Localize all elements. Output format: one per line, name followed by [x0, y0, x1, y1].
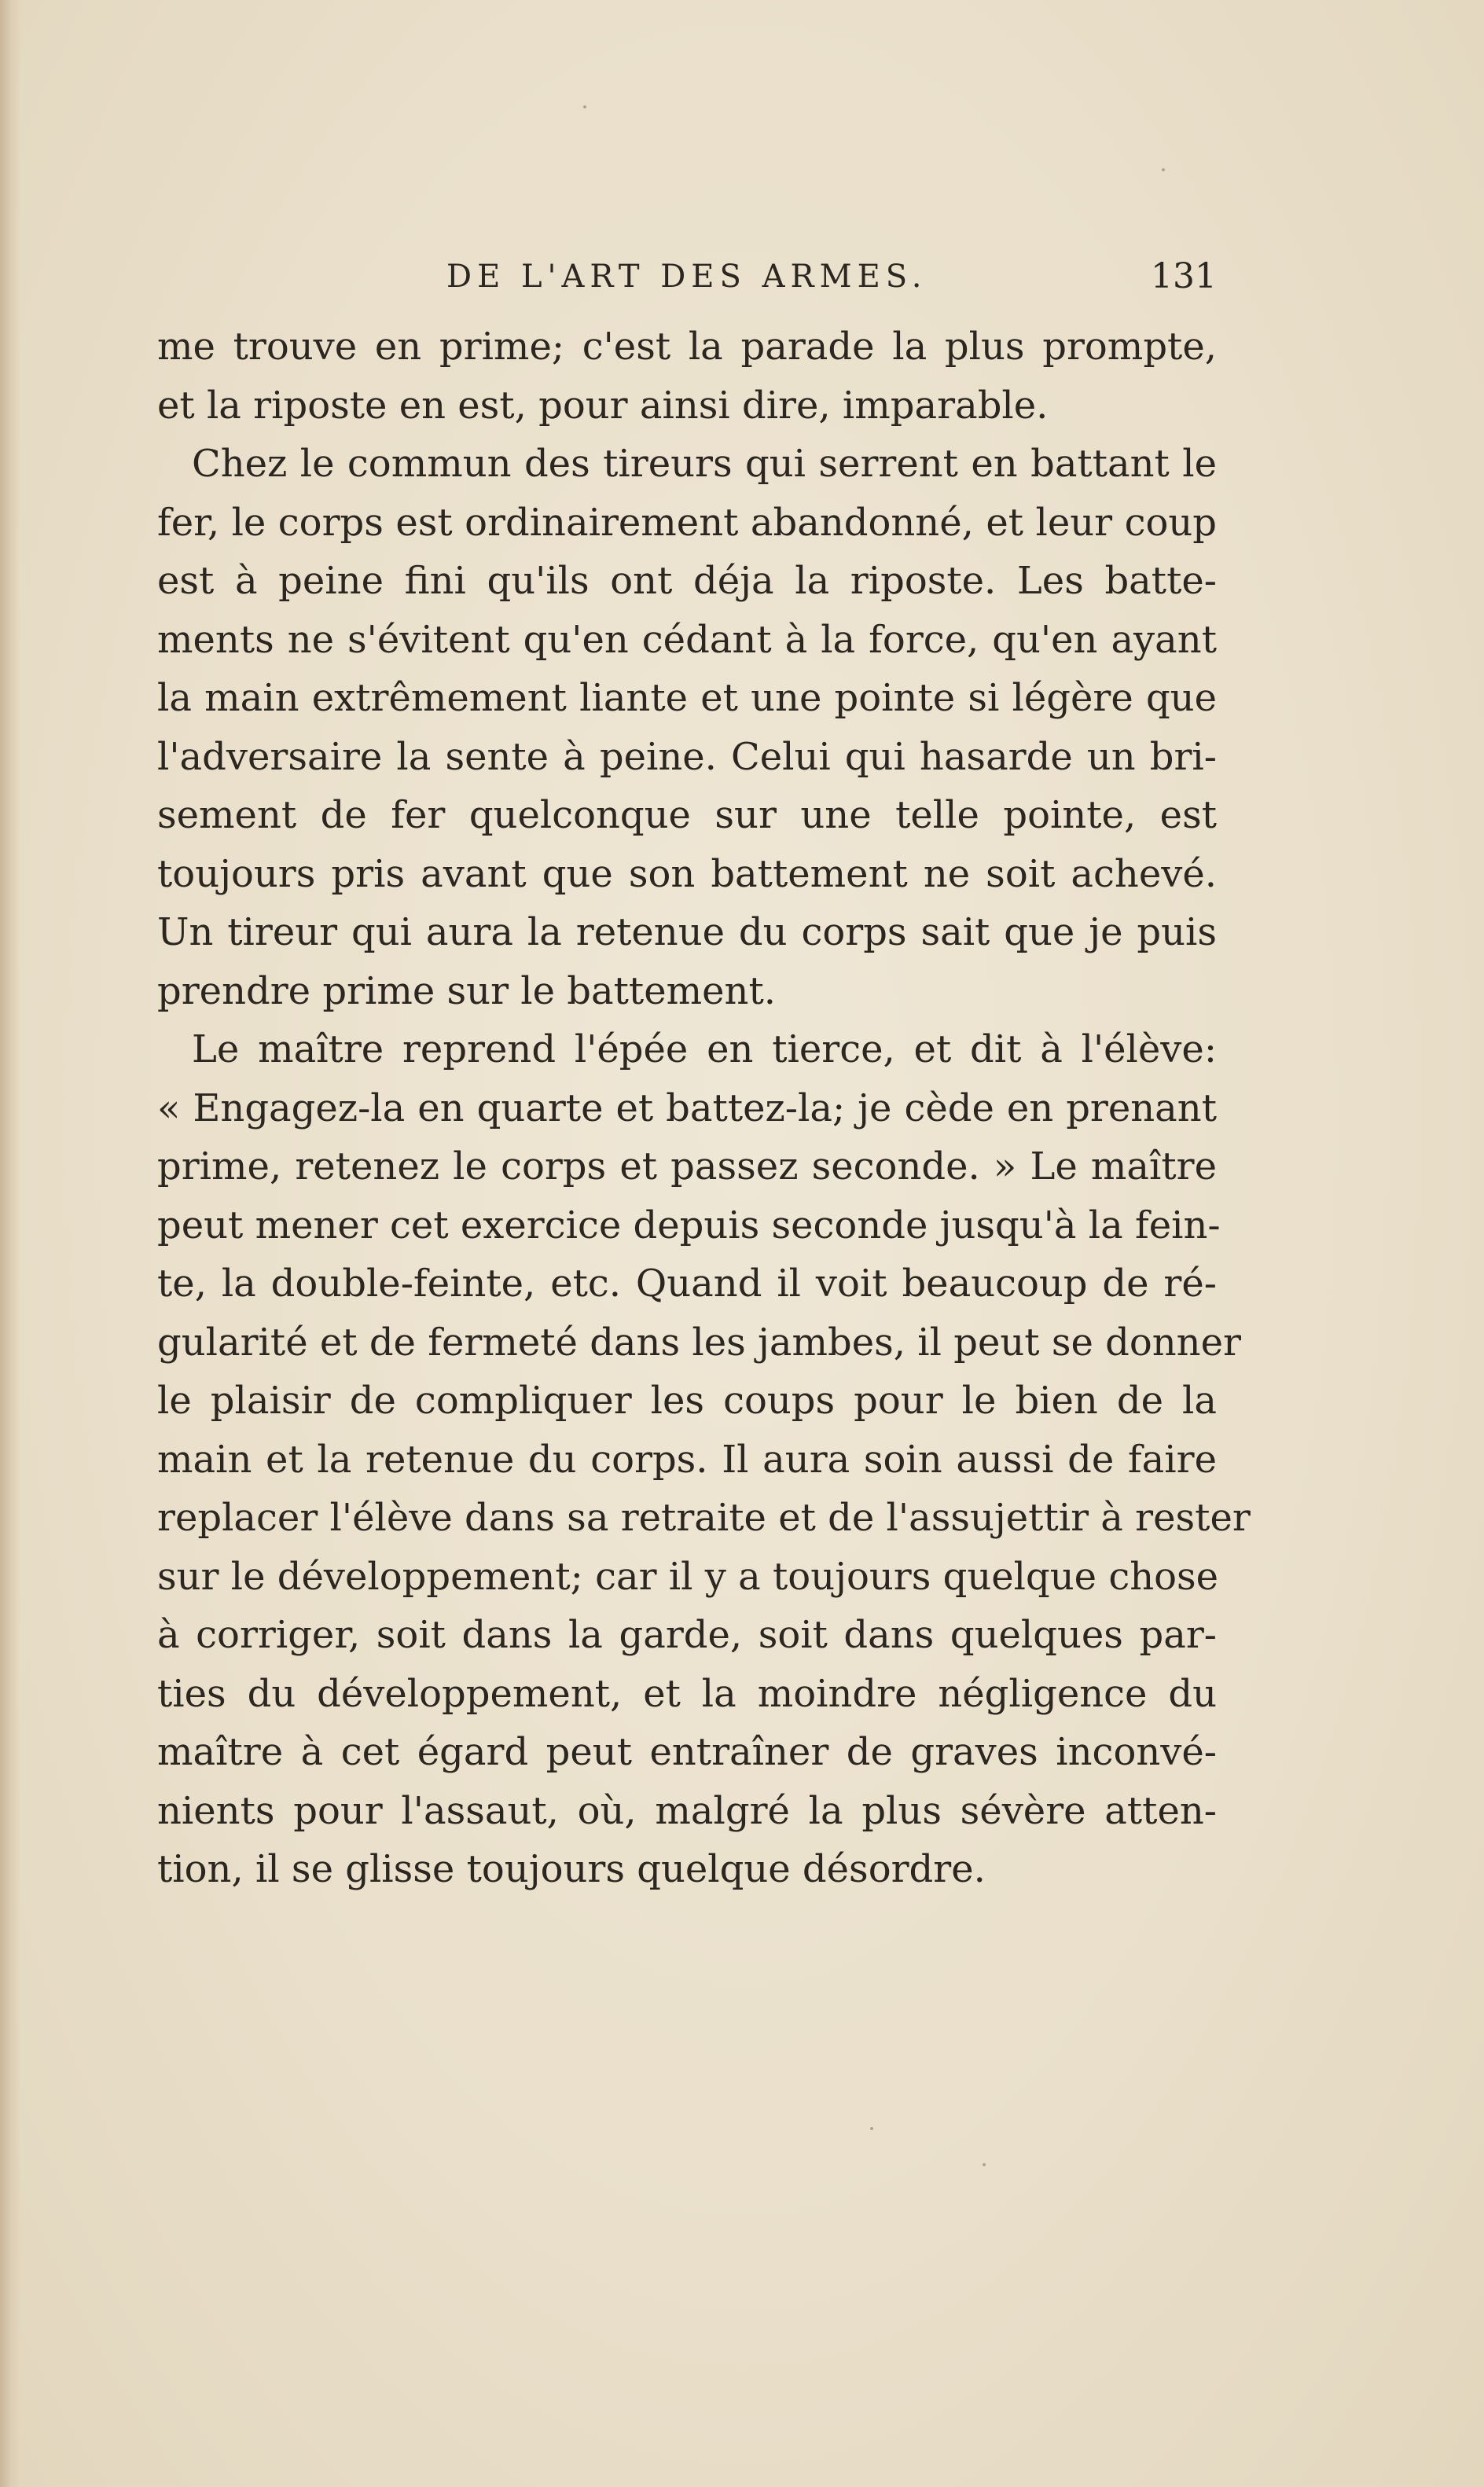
text-line: te, la double-feinte, etc. Quand il voit beaucoup de ré- — [157, 1262, 1217, 1306]
paper-speck — [1162, 168, 1165, 171]
text-line: ments ne s'évitent qu'en cédant à la force, qu'en ayant — [157, 617, 1217, 662]
text-line: à corriger, soit dans la garde, soit dans quelques par- — [157, 1613, 1217, 1657]
text-line: le plaisir de compliquer les coups pour le bien de la — [157, 1379, 1217, 1423]
text-line: Un tireur qui aura la retenue du corps sait que je puis — [157, 910, 1217, 954]
text-line: Le maître reprend l'épée en tierce, et dit à l'élève: — [192, 1027, 1217, 1071]
text-line: Chez le commun des tireurs qui serrent en battant le — [192, 442, 1217, 486]
text-line: nients pour l'assaut, où, malgré la plus sévère atten- — [157, 1788, 1217, 1833]
text-line: est à peine fini qu'ils ont déja la riposte. Les batte- — [157, 559, 1217, 603]
text-line: l'adversaire la sente à peine. Celui qui hasarde un bri- — [157, 734, 1217, 779]
text-line: prime, retenez le corps et passez seconde. » Le maître — [157, 1144, 1217, 1188]
running-title: DE L'ART DES ARMES. — [446, 259, 928, 295]
page-number: 131 — [1151, 256, 1217, 296]
text-line: me trouve en prime; c'est la parade la plus prompte, — [157, 325, 1217, 369]
running-header — [157, 253, 1217, 300]
text-line: prendre prime sur le battement. — [157, 968, 777, 1013]
text-line: peut mener cet exercice depuis seconde jusqu'à la fein- — [157, 1203, 1221, 1247]
paper-speck — [870, 2127, 873, 2130]
body-text — [157, 318, 1251, 1899]
text-line: et la riposte en est, pour ainsi dire, imparable. — [157, 383, 1049, 428]
paper-speck — [583, 105, 586, 108]
text-line: « Engagez-la en quarte et battez-la; je cède en prenant — [157, 1086, 1217, 1130]
text-line: tion, il se glisse toujours quelque désordre. — [157, 1847, 986, 1891]
text-line: toujours pris avant que son battement ne soit achevé. — [157, 851, 1217, 896]
paper-speck — [983, 2163, 986, 2166]
text-line: main et la retenue du corps. Il aura soin aussi de faire — [157, 1437, 1217, 1482]
page-gutter-shadow — [0, 0, 20, 2487]
text-line: ties du développement, et la moindre négligence du — [157, 1671, 1217, 1716]
text-line: sur le développement; car il y a toujours quelque chose — [157, 1554, 1219, 1599]
text-line: la main extrêmement liante et une pointe si légère que — [157, 676, 1217, 720]
text-line: maître à cet égard peut entraîner de graves inconvé- — [157, 1730, 1217, 1774]
text-line: fer, le corps est ordinairement abandonné, et leur coup — [157, 500, 1217, 545]
text-line: gularité et de fermeté dans les jambes, il peut se donner — [157, 1320, 1241, 1365]
text-line: replacer l'élève dans sa retraite et de l'assujettir à rester — [157, 1496, 1251, 1540]
text-line: sement de fer quelconque sur une telle pointe, est — [157, 793, 1217, 837]
